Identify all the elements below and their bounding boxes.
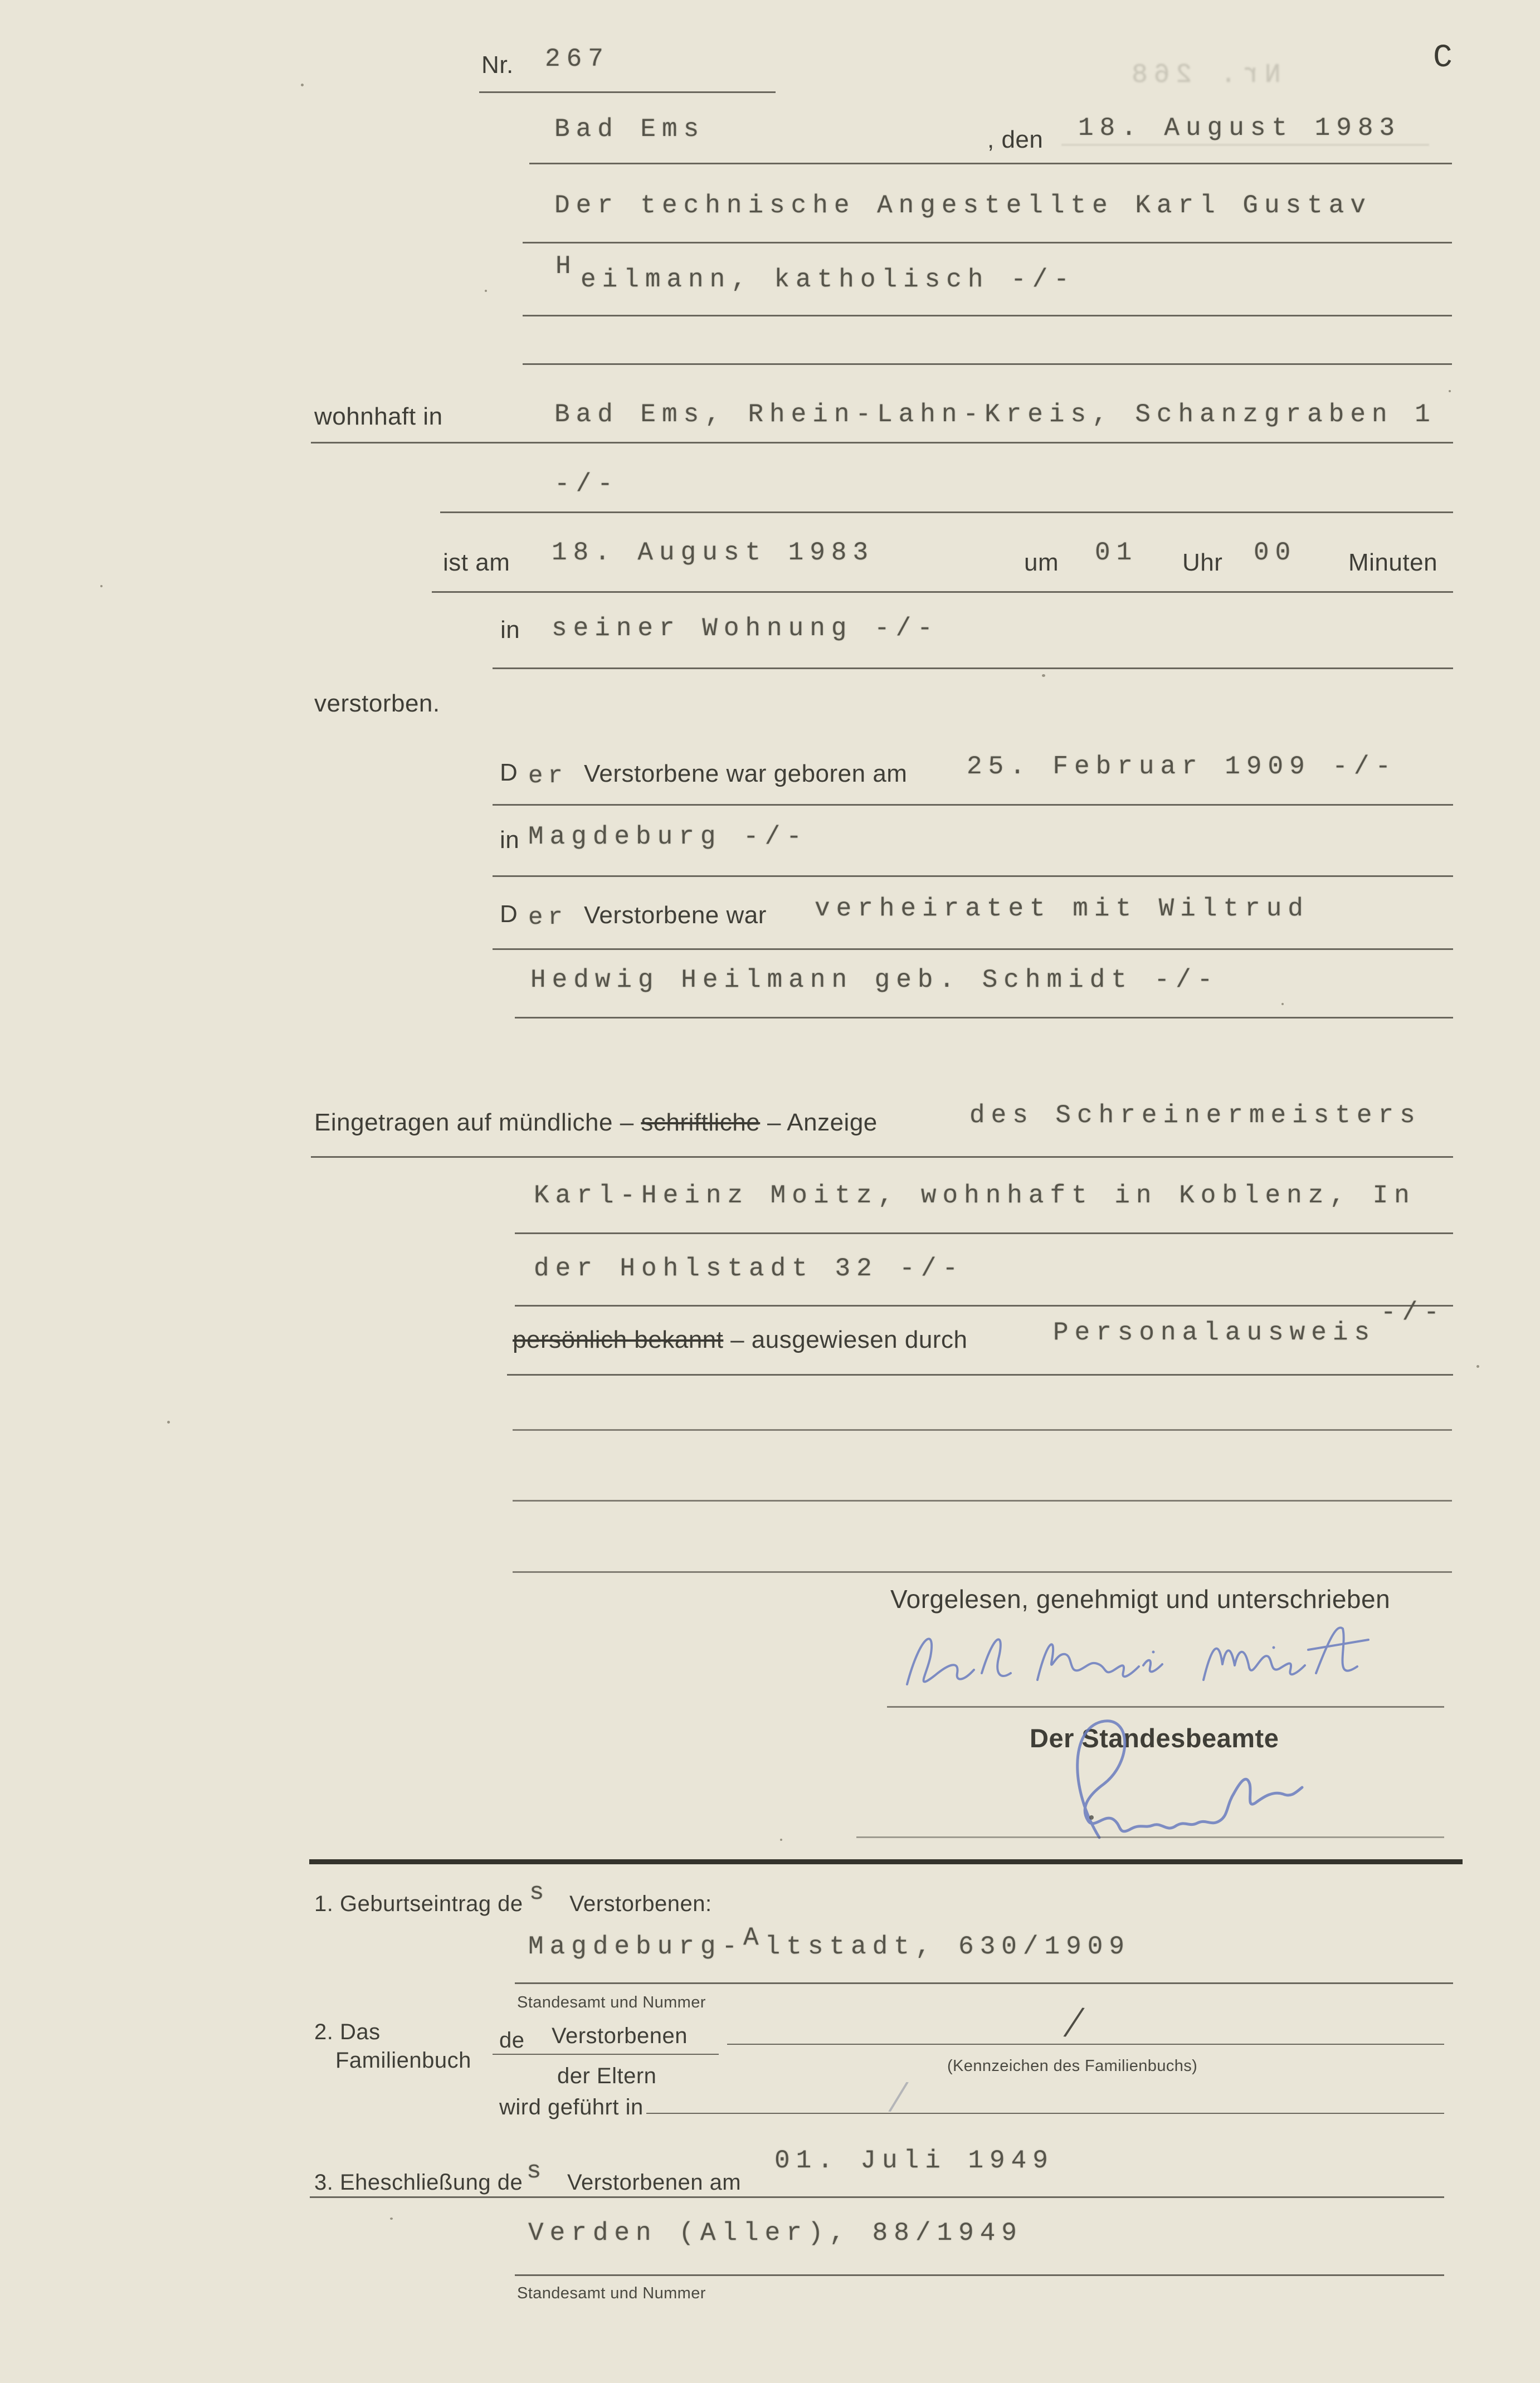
header-rule	[529, 163, 1452, 164]
family-book-slash-mark-2: /	[889, 2070, 906, 2122]
marital-status-line1: verheiratet mit Wiltrud	[815, 894, 1309, 923]
birth-entry-label: 1. Geburtseintrag de	[314, 1892, 523, 1916]
death-date: 18. August 1983	[552, 538, 875, 567]
record-number-value: 267	[545, 45, 610, 74]
record-number-label: Nr.	[481, 51, 514, 79]
marriage-entry-caption: Standesamt und Nummer	[517, 2284, 706, 2302]
registration-rule1	[311, 1156, 1453, 1158]
registered-label-struck: schriftliche	[641, 1109, 761, 1136]
informant-occupation: des Schreinermeisters	[969, 1101, 1421, 1130]
divider-thin-rule	[856, 1836, 1444, 1838]
identification-document: Personalausweis	[1053, 1318, 1376, 1347]
birth-place-rule	[493, 875, 1453, 877]
issue-date: 18. August 1983	[1078, 114, 1401, 143]
dust-speck	[167, 1421, 170, 1424]
marital-article-suffix: er	[528, 904, 568, 932]
informant-name-line: Karl-Heinz Moitz, wohnhaft in Koblenz, In	[534, 1181, 1416, 1210]
issue-place: Bad Ems	[554, 115, 705, 144]
identification-label	[513, 1326, 967, 1354]
dust-speck	[390, 2218, 393, 2220]
dust-speck	[780, 1839, 782, 1841]
dust-speck	[1281, 1003, 1284, 1005]
deceased-rule2	[523, 315, 1452, 316]
death-place: seiner Wohnung -/-	[552, 614, 939, 643]
dust-speck	[1042, 674, 1045, 677]
birth-entry-value-rest: ltstadt, 630/1909	[764, 1932, 1130, 1961]
ghost-entry-number: Nr. 268	[1125, 60, 1281, 90]
marital-rule1	[493, 948, 1453, 950]
marital-rule2	[515, 1017, 1453, 1018]
birth-entry-label2: Verstorbenen:	[569, 1892, 712, 1916]
deceased-name-line1: Der technische Angestellte Karl Gustav	[554, 191, 1372, 220]
birth-entry-value	[528, 1923, 1130, 1961]
family-book-label2: Familienbuch	[335, 2048, 471, 2073]
residence-line1: Bad Ems, Rhein-Lahn-Kreis, Schanzgraben 1	[554, 400, 1436, 429]
was-label: Verstorbene war	[584, 901, 767, 929]
registrar-title-label: Der Standesbeamte	[1030, 1723, 1279, 1753]
marriage-entry-rule1	[310, 2196, 1444, 2198]
marital-status-line2: Hedwig Heilmann geb. Schmidt -/-	[530, 966, 1219, 995]
divider-thick-rule	[309, 1859, 1463, 1864]
blank-rule-3	[513, 1571, 1452, 1573]
oclock-label: Uhr	[1182, 549, 1223, 576]
residence-rule1	[311, 442, 1453, 444]
birth-in-label: in	[500, 826, 520, 854]
death-hour: 01	[1095, 538, 1138, 567]
marital-article-label: D	[500, 900, 518, 928]
family-book-de-label: de	[499, 2028, 525, 2053]
birth-date-rule	[493, 804, 1453, 806]
birth-article-label: D	[500, 759, 518, 786]
family-book-long-rule	[727, 2044, 1444, 2045]
born-on-label: Verstorbene war geboren am	[584, 760, 908, 787]
ghost-underline	[1061, 144, 1429, 146]
death-date-rule	[432, 591, 1453, 593]
birth-place: Magdeburg -/-	[528, 822, 808, 851]
registered-label-post: – Anzeige	[767, 1109, 878, 1136]
marriage-entry-label: 3. Eheschließung de	[314, 2170, 523, 2195]
birth-entry-rule	[515, 1982, 1453, 1984]
birth-entry-gender-suffix: s	[529, 1879, 549, 1907]
death-minutes: 00	[1254, 538, 1297, 567]
family-book-kept-in-label: wird geführt in	[499, 2095, 644, 2119]
dust-speck	[301, 84, 304, 86]
dust-speck	[1449, 390, 1451, 392]
family-book-label1: 2. Das	[314, 2020, 381, 2044]
marriage-entry-label2: Verstorbenen am	[567, 2170, 742, 2195]
residence-label: wohnhaft in	[314, 403, 443, 430]
marriage-entry-gender-suffix: s	[527, 2157, 547, 2185]
family-book-slash-mark: /	[1064, 1996, 1083, 2048]
dust-speck	[1476, 1365, 1479, 1368]
informant-address-line: der Hohlstadt 32 -/-	[534, 1254, 964, 1283]
known-personally-struck: persönlich bekannt	[513, 1326, 724, 1353]
minutes-label: Minuten	[1348, 549, 1438, 576]
at-label: um	[1024, 549, 1059, 576]
family-book-short-rule	[493, 2054, 719, 2055]
deceased-verb-label: verstorben.	[314, 690, 440, 717]
blank-rule-1	[513, 1429, 1452, 1431]
deceased-rule3	[523, 363, 1452, 365]
registered-on-label	[314, 1109, 878, 1137]
date-preposition-label: , den	[987, 126, 1044, 153]
residence-line2: -/-	[554, 470, 619, 499]
birth-article-suffix: er	[528, 762, 568, 790]
marriage-entry-rule2	[515, 2274, 1444, 2276]
died-on-label: ist am	[443, 549, 510, 576]
page-corner-letter: C	[1433, 40, 1453, 76]
identification-rule	[507, 1374, 1453, 1376]
birth-entry-value-pre: Magdeburg-	[528, 1932, 744, 1961]
residence-rule2	[440, 511, 1453, 513]
birth-entry-caption: Standesamt und Nummer	[517, 1994, 706, 2011]
deceased-name-initial: H	[555, 252, 577, 281]
attestation-statement: Vorgelesen, genehmigt und unterschrieben	[890, 1585, 1391, 1614]
record-number-rule	[479, 91, 776, 93]
registration-rule3	[515, 1305, 1453, 1307]
blank-rule-2	[513, 1500, 1452, 1502]
birth-date: 25. Februar 1909 -/-	[967, 752, 1397, 781]
family-book-caption: (Kennzeichen des Familienbuchs)	[947, 2057, 1198, 2075]
identified-by-label: – ausgewiesen durch	[730, 1326, 968, 1353]
deceased-name-line2: eilmann, katholisch -/-	[581, 265, 1075, 294]
registrar-signature	[1034, 1699, 1357, 1869]
in-label: in	[500, 616, 520, 644]
identification-suffix: -/-	[1381, 1298, 1445, 1327]
registration-rule2	[515, 1232, 1453, 1234]
marriage-entry-value: Verden (Aller), 88/1949	[528, 2219, 1023, 2248]
dust-speck	[485, 290, 487, 292]
deceased-rule1	[523, 242, 1452, 243]
marriage-entry-date: 01. Juli 1949	[774, 2146, 1054, 2175]
family-book-option-deceased: Verstorbenen	[552, 2024, 688, 2048]
death-place-rule	[493, 667, 1453, 669]
birth-entry-value-initial: A	[743, 1923, 765, 1952]
family-book-option-parents: der Eltern	[557, 2064, 657, 2088]
registered-label-pre: Eingetragen auf mündliche –	[314, 1109, 634, 1136]
dust-speck	[100, 585, 103, 587]
family-book-kept-rule	[646, 2113, 1444, 2114]
